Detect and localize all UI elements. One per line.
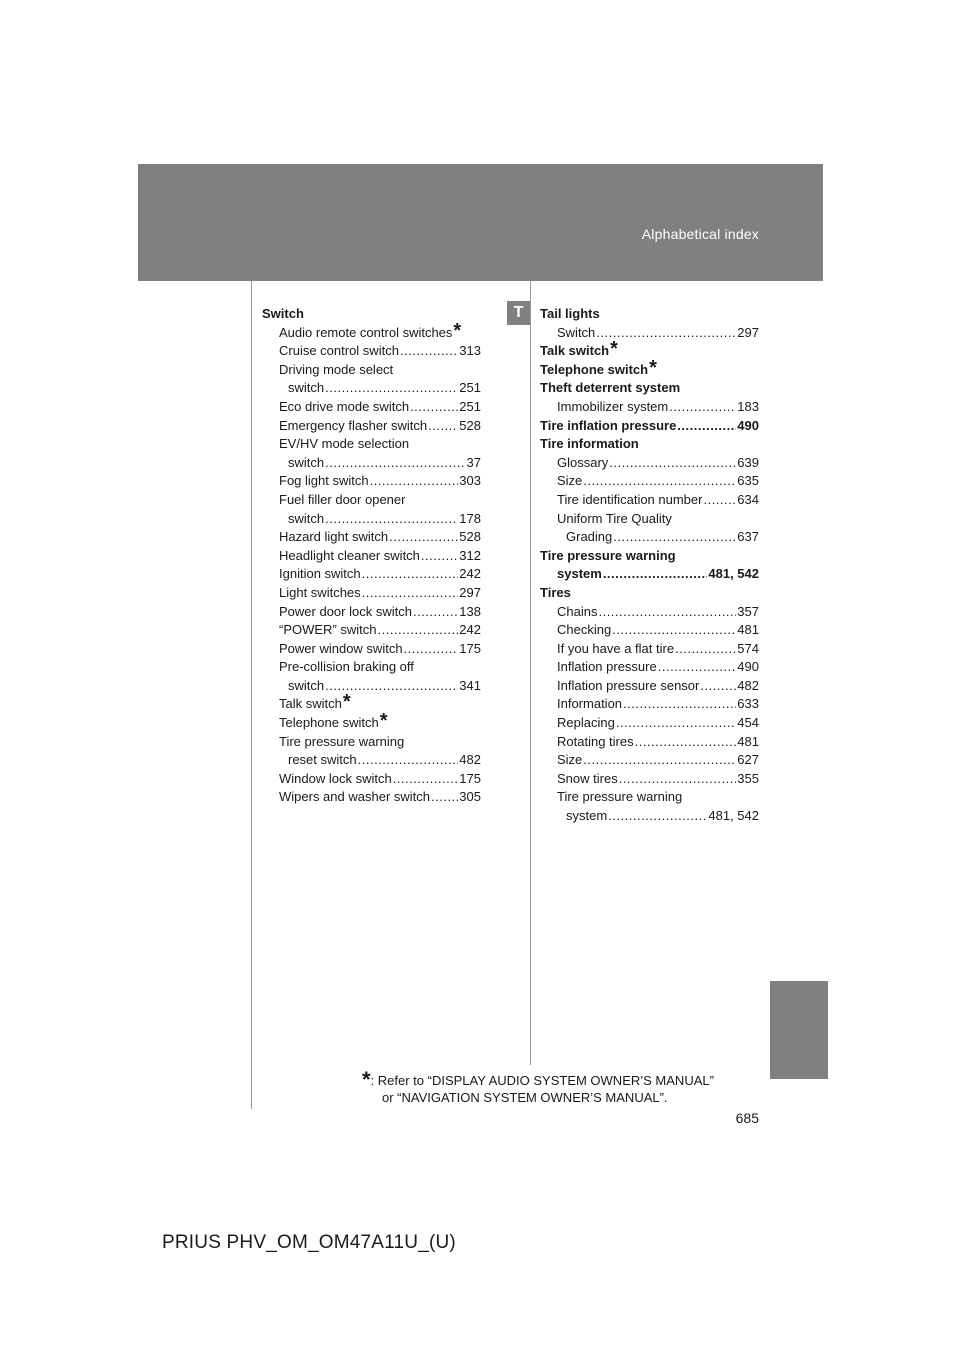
index-entry-text: Audio remote control switches: [279, 324, 453, 340]
index-entry-text: Tire pressure warning: [279, 733, 405, 749]
index-entry: [262, 770, 481, 789]
index-entry-text: Immobilizer system: [557, 398, 669, 414]
index-entry: [262, 603, 481, 622]
index-entry-text: Rotating tires: [557, 733, 634, 749]
index-entry-text: switch: [288, 677, 325, 693]
dot-leader: [325, 510, 458, 529]
index-entry: Telephone switch *: [540, 356, 657, 379]
index-entry: [262, 472, 481, 491]
index-entry-text: Fuel filler door opener: [279, 491, 406, 507]
index-entry-page: 633: [737, 696, 759, 712]
dot-leader: [400, 342, 458, 361]
index-entry-text: If you have a flat tire: [557, 640, 675, 656]
index-entry: [540, 714, 759, 733]
index-entry: [262, 491, 481, 510]
index-entry: [262, 584, 481, 603]
index-entry: [262, 658, 481, 677]
index-entry-text: Size: [557, 473, 583, 489]
index-entry: [262, 435, 481, 454]
dot-leader: [612, 621, 736, 640]
dot-leader: [378, 621, 459, 640]
index-entry-text: Talk switch: [540, 343, 610, 359]
index-entry-page: 481, 542: [708, 566, 759, 582]
index-entry: [262, 379, 481, 398]
index-entry: [540, 491, 759, 510]
index-entry-text: Telephone switch: [540, 361, 649, 377]
index-entry-text: Information: [557, 696, 623, 712]
index-entry: [262, 677, 481, 696]
index-entry: [262, 640, 481, 659]
index-entry: [540, 324, 759, 343]
dot-leader: [608, 807, 707, 826]
index-entry: [540, 621, 759, 640]
index-entry: [540, 565, 759, 584]
index-entry: [540, 788, 759, 807]
section-letter-badge: T: [507, 301, 530, 325]
index-entry-page: 454: [737, 715, 759, 731]
dot-leader: [421, 547, 458, 566]
index-entry: [262, 510, 481, 529]
dot-leader: [658, 658, 737, 677]
dot-leader: [358, 751, 459, 770]
index-entry-page: 528: [459, 529, 481, 545]
index-entry-page: 303: [459, 473, 481, 489]
middle-column-rule: [530, 281, 531, 1065]
index-entry-page: 297: [737, 324, 759, 340]
index-entry-text: Power window switch: [279, 640, 403, 656]
index-entry-text: Inflation pressure: [557, 659, 657, 675]
footnote-line-1: *: Refer to “DISPLAY AUDIO SYSTEM OWNER’S MANUAL”: [362, 1067, 714, 1092]
index-entry-text: Hazard light switch: [279, 529, 389, 545]
index-entry: [262, 565, 481, 584]
index-entry-text: Light switches: [279, 584, 361, 600]
index-entry-text: Tire pressure warning: [540, 547, 676, 563]
index-entry: [262, 342, 481, 361]
index-entry-page: 635: [737, 473, 759, 489]
index-entry-text: Replacing: [557, 715, 615, 731]
index-entry-text: Driving mode select: [279, 361, 394, 377]
index-entry-page: 528: [459, 417, 481, 433]
index-entry: [262, 788, 481, 807]
dot-leader: [669, 398, 736, 417]
index-entry-text: Switch: [262, 306, 304, 321]
index-entry: [262, 528, 481, 547]
dot-leader: [410, 398, 458, 417]
index-entry: [540, 751, 759, 770]
index-entry-text: Grading: [566, 529, 613, 545]
dot-leader: [619, 770, 737, 789]
dot-leader: [613, 528, 736, 547]
index-entry-text: Size: [557, 752, 583, 768]
index-entry: [262, 454, 481, 473]
index-entry-page: 490: [737, 417, 759, 433]
index-entry: [262, 621, 481, 640]
index-entry: [540, 547, 759, 566]
index-entry-text: Wipers and washer switch: [279, 789, 430, 805]
page-number: 685: [735, 1110, 759, 1126]
dot-leader: [325, 454, 465, 473]
index-entry-text: Fog light switch: [279, 473, 369, 489]
index-entry-text: Uniform Tire Quality: [557, 510, 672, 526]
index-entry: [262, 398, 481, 417]
index-entry: [262, 305, 481, 324]
index-entry-text: Tail lights: [540, 306, 600, 321]
index-entry-text: switch: [288, 510, 325, 526]
index-entry: Talk switch *: [540, 338, 618, 361]
index-entry: Telephone switch *: [279, 710, 388, 733]
index-entry: [540, 658, 759, 677]
index-entry-text: Ignition switch: [279, 566, 361, 582]
index-entry-text: Tire inflation pressure: [540, 417, 677, 433]
dot-leader: [703, 491, 736, 510]
index-entry-page: 242: [459, 622, 481, 638]
index-entry: [540, 584, 759, 603]
index-entry-text: Talk switch: [279, 696, 342, 712]
index-entry: [540, 603, 759, 622]
dot-leader: [370, 472, 459, 491]
index-entry: [262, 417, 481, 436]
dot-leader: [362, 584, 459, 603]
footnote-star: *: [362, 1067, 371, 1092]
index-entry-text: EV/HV mode selection: [279, 436, 410, 452]
side-thumb-tab: [770, 981, 828, 1079]
index-entry-page: 178: [459, 510, 481, 526]
index-entry-text: Chains: [557, 603, 598, 619]
index-entry-page: 183: [737, 398, 759, 414]
index-entry: [540, 640, 759, 659]
index-entry-text: Tire pressure warning: [557, 789, 683, 805]
dot-leader: [404, 640, 459, 659]
index-entry-text: Checking: [557, 622, 612, 638]
index-entry-page: 637: [737, 529, 759, 545]
index-entry: [262, 733, 481, 752]
index-entry: [540, 305, 759, 324]
index-entry-text: Emergency flasher switch: [279, 417, 428, 433]
dot-leader: [635, 733, 737, 752]
dot-leader: [362, 565, 459, 584]
index-entry-page: 297: [459, 584, 481, 600]
index-entry-page: 138: [459, 603, 481, 619]
dot-leader: [583, 751, 736, 770]
dot-leader: [413, 603, 458, 622]
index-entry-text: Tires: [540, 584, 571, 600]
index-entry: [262, 547, 481, 566]
index-entry-page: 481, 542: [708, 808, 759, 824]
index-entry-page: 251: [459, 398, 481, 414]
right-index-column: [540, 305, 759, 826]
index-entry: [540, 677, 759, 696]
dot-leader: [598, 603, 736, 622]
dot-leader: [325, 379, 458, 398]
index-entry-text: switch: [288, 454, 325, 470]
index-entry-page: 627: [737, 752, 759, 768]
index-entry-page: 574: [737, 640, 759, 656]
index-entry: [262, 751, 481, 770]
index-entry-text: Inflation pressure sensor: [557, 677, 700, 693]
index-entry: Audio remote control switches *: [279, 319, 462, 342]
index-entry-text: Tire information: [540, 436, 639, 452]
index-entry: [540, 398, 759, 417]
index-entry-text: Headlight cleaner switch: [279, 547, 420, 563]
dot-leader: [431, 788, 458, 807]
index-entry: [540, 770, 759, 789]
left-column-rule: [251, 281, 252, 1109]
index-entry-text: system: [557, 566, 602, 582]
index-entry-text: Pre-collision braking off: [279, 659, 414, 675]
dot-leader: [393, 770, 459, 789]
dot-leader: [609, 454, 736, 473]
index-entry-text: system: [566, 808, 608, 824]
index-entry-page: 355: [737, 770, 759, 786]
index-entry-page: 305: [459, 789, 481, 805]
index-entry-page: 175: [459, 770, 481, 786]
index-entry-page: 482: [459, 752, 481, 768]
index-entry-page: 357: [737, 603, 759, 619]
index-entry-text: Glossary: [557, 454, 609, 470]
index-entry-page: 251: [459, 380, 481, 396]
index-entry-page: 481: [737, 622, 759, 638]
index-entry: [540, 435, 759, 454]
index-entry-text: Tire identification number: [557, 491, 703, 507]
index-entry-text: “POWER” switch: [279, 622, 377, 638]
index-entry-page: 482: [737, 677, 759, 693]
header-band: [138, 164, 823, 281]
index-entry: [540, 733, 759, 752]
footnote-line-2: or “NAVIGATION SYSTEM OWNER’S MANUAL”.: [382, 1090, 668, 1105]
index-entry-page: 341: [459, 677, 481, 693]
index-entry: [540, 472, 759, 491]
index-entry-page: 175: [459, 640, 481, 656]
index-entry-page: 634: [737, 491, 759, 507]
index-entry-page: 37: [466, 454, 481, 470]
index-entry-text: Snow tires: [557, 770, 618, 786]
dot-leader: [623, 695, 736, 714]
index-entry: [540, 454, 759, 473]
index-entry-text: Eco drive mode switch: [279, 398, 410, 414]
index-entry: [540, 379, 759, 398]
dot-leader: [603, 565, 708, 584]
dot-leader: [428, 417, 458, 436]
index-entry: [540, 417, 759, 436]
index-entry-text: reset switch: [288, 752, 357, 768]
dot-leader: [677, 417, 736, 436]
dot-leader: [675, 640, 736, 659]
dot-leader: [616, 714, 736, 733]
footnote: [362, 1067, 782, 1106]
index-entry-page: 313: [459, 343, 481, 359]
index-entry-text: Power door lock switch: [279, 603, 412, 619]
index-entry: [540, 510, 759, 529]
index-entry-text: Telephone switch: [279, 715, 379, 731]
dot-leader: [700, 677, 736, 696]
left-index-column: [262, 305, 481, 807]
index-entry-page: 242: [459, 566, 481, 582]
index-entry: [540, 807, 759, 826]
index-entry: [540, 528, 759, 547]
index-entry-text: Switch: [557, 324, 596, 340]
document-id: PRIUS PHV_OM_OM47A11U_(U): [162, 1232, 456, 1253]
index-entry-text: Window lock switch: [279, 770, 392, 786]
index-entry-page: 490: [737, 659, 759, 675]
index-entry-text: switch: [288, 380, 325, 396]
index-entry: [262, 361, 481, 380]
index-entry: Talk switch *: [279, 691, 351, 714]
dot-leader: [389, 528, 458, 547]
index-entry-text: Cruise control switch: [279, 343, 399, 359]
header-title: Alphabetical index: [641, 226, 759, 242]
index-entry-page: 481: [737, 733, 759, 749]
index-entry-page: 312: [459, 547, 481, 563]
index-entry-text: Theft deterrent system: [540, 380, 681, 396]
index-entry: [540, 695, 759, 714]
index-entry-page: 639: [737, 454, 759, 470]
dot-leader: [583, 472, 736, 491]
